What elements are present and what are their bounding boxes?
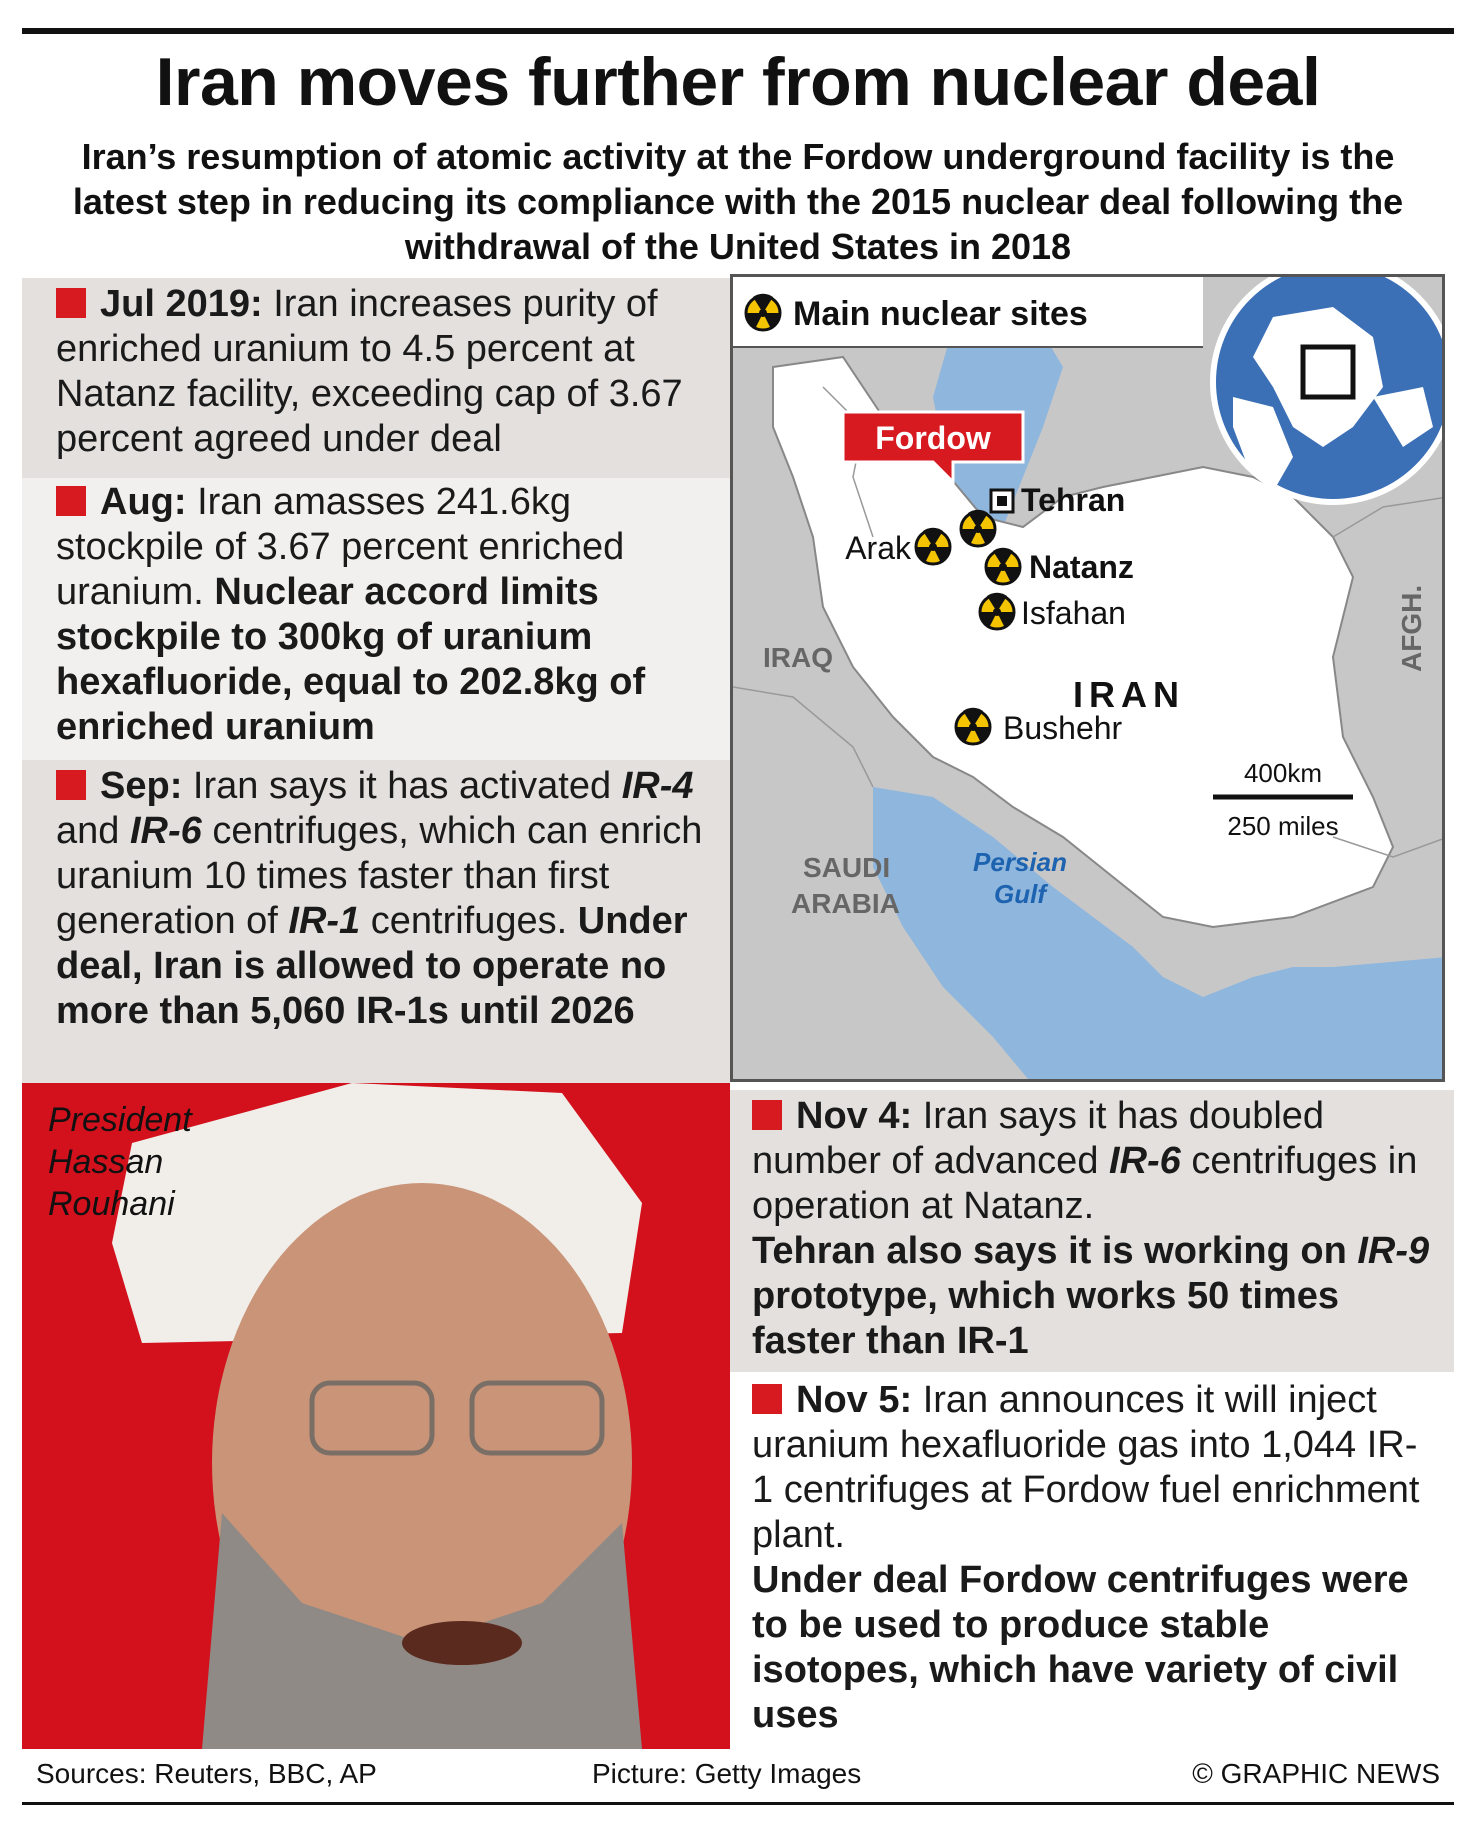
- timeline-nov-5: [730, 1372, 1454, 1750]
- nov4-bold-1: Tehran also says it is working on: [752, 1230, 1358, 1272]
- sep-bold-text: Under deal, Iran is allowed to operate no more than 5,060 IR-1s until 2026: [56, 900, 688, 1032]
- bottom-rule: [22, 1802, 1454, 1805]
- nov4-model-2: IR-9: [1357, 1230, 1430, 1272]
- nov5-bold-text: Under deal Fordow centrifuges were to be used to produce stable isotopes, which have variety of civil uses: [752, 1559, 1409, 1736]
- sep-text-4: centrifuges.: [360, 900, 578, 942]
- nov4-date: Nov 4:: [796, 1095, 913, 1137]
- top-rule: [22, 28, 1454, 34]
- sep-text-3: centrifuges, which can enrich uranium 10 times faster than first generation of: [56, 810, 703, 942]
- nov4-text-2: centrifuges in operation at Natanz.: [752, 1140, 1418, 1227]
- label-tehran: Tehran: [1021, 482, 1126, 518]
- capital-marker-dot: [997, 496, 1007, 506]
- nov4-bold-2: prototype, which works 50 times faster than IR-1: [752, 1275, 1340, 1362]
- label-saudi: SAUDI: [803, 852, 891, 883]
- jul-date: Jul 2019:: [100, 283, 263, 325]
- photo-caption: [48, 1099, 192, 1225]
- sep-text-2: and: [56, 810, 130, 852]
- label-bushehr: Bushehr: [1003, 710, 1123, 746]
- sep-model-1: IR-4: [621, 765, 694, 807]
- label-persian: Persian: [973, 847, 1067, 877]
- caption-line-3: Rouhani: [48, 1185, 175, 1223]
- red-square-bullet: [56, 770, 86, 800]
- red-square-bullet: [752, 1100, 782, 1130]
- rouhani-photo: [22, 1083, 730, 1749]
- nov5-date: Nov 5:: [796, 1379, 913, 1421]
- timeline-aug: [22, 478, 730, 760]
- red-square-bullet: [752, 1384, 782, 1414]
- headline: Iran moves further from nuclear deal: [155, 44, 1321, 120]
- label-iraq: IRAQ: [763, 642, 833, 673]
- timeline-jul-2019: [22, 278, 730, 478]
- label-arabia: ARABIA: [791, 888, 900, 919]
- mouth: [402, 1621, 522, 1665]
- aug-date: Aug:: [100, 481, 187, 523]
- label-natanz: Natanz: [1029, 549, 1134, 585]
- footer-credit: © GRAPHIC NEWS: [1192, 1758, 1440, 1789]
- red-square-bullet: [56, 288, 86, 318]
- footer-picture: Picture: Getty Images: [592, 1758, 862, 1789]
- aug-text: Iran amasses 241.6kg stockpile of 3.67 percent enriched uranium.: [56, 481, 625, 613]
- sep-text-1: Iran says it has activated: [182, 765, 622, 807]
- map-graphic: [733, 277, 1445, 1082]
- label-isfahan: Isfahan: [1021, 595, 1126, 631]
- caption-line-2: Hassan: [48, 1143, 164, 1181]
- nov4-model-1: IR-6: [1109, 1140, 1181, 1182]
- globe-inset: [1213, 277, 1445, 502]
- legend-label: Main nuclear sites: [793, 295, 1088, 333]
- scale-miles: 250 miles: [1227, 811, 1339, 841]
- sep-model-2: IR-6: [129, 810, 202, 852]
- red-square-bullet: [56, 486, 86, 516]
- nov5-text: Iran announces it will inject uranium hexafluoride gas into 1,044 IR-1 centrifuges at Fordow fuel enrichment plant.: [752, 1379, 1420, 1556]
- footer-sources: Sources: Reuters, BBC, AP: [36, 1758, 377, 1789]
- label-afgh: AFGH.: [1396, 584, 1427, 672]
- standfirst: Iran’s resumption of atomic activity at the Fordow underground facility is the latest step in reducing its compliance with the 2015 nuclear deal following the withdrawal of the United States in 2018: [72, 136, 1404, 267]
- scale-km: 400km: [1243, 758, 1323, 788]
- label-fordow: Fordow: [875, 420, 991, 456]
- aug-bold-text: Nuclear accord limits stockpile to 300kg of uranium hexafluoride, equal to 202.8kg of enriched uranium: [56, 571, 646, 748]
- jul-text: Iran increases purity of enriched uranium to 4.5 percent at Natanz facility, exceeding cap of 3.67 percent agreed under deal: [56, 283, 683, 460]
- iran-map: [730, 274, 1445, 1082]
- sep-date: Sep:: [100, 765, 183, 807]
- nov4-text-1: Iran says it has doubled number of advanced: [752, 1095, 1325, 1182]
- timeline-nov-4: [730, 1090, 1454, 1372]
- caption-line-1: President: [48, 1101, 192, 1139]
- label-arak: Arak: [845, 530, 911, 566]
- timeline-sep: [22, 760, 730, 1083]
- label-gulf: Gulf: [994, 879, 1046, 909]
- sep-model-3: IR-1: [288, 900, 361, 942]
- label-iran: IRAN: [1073, 674, 1185, 715]
